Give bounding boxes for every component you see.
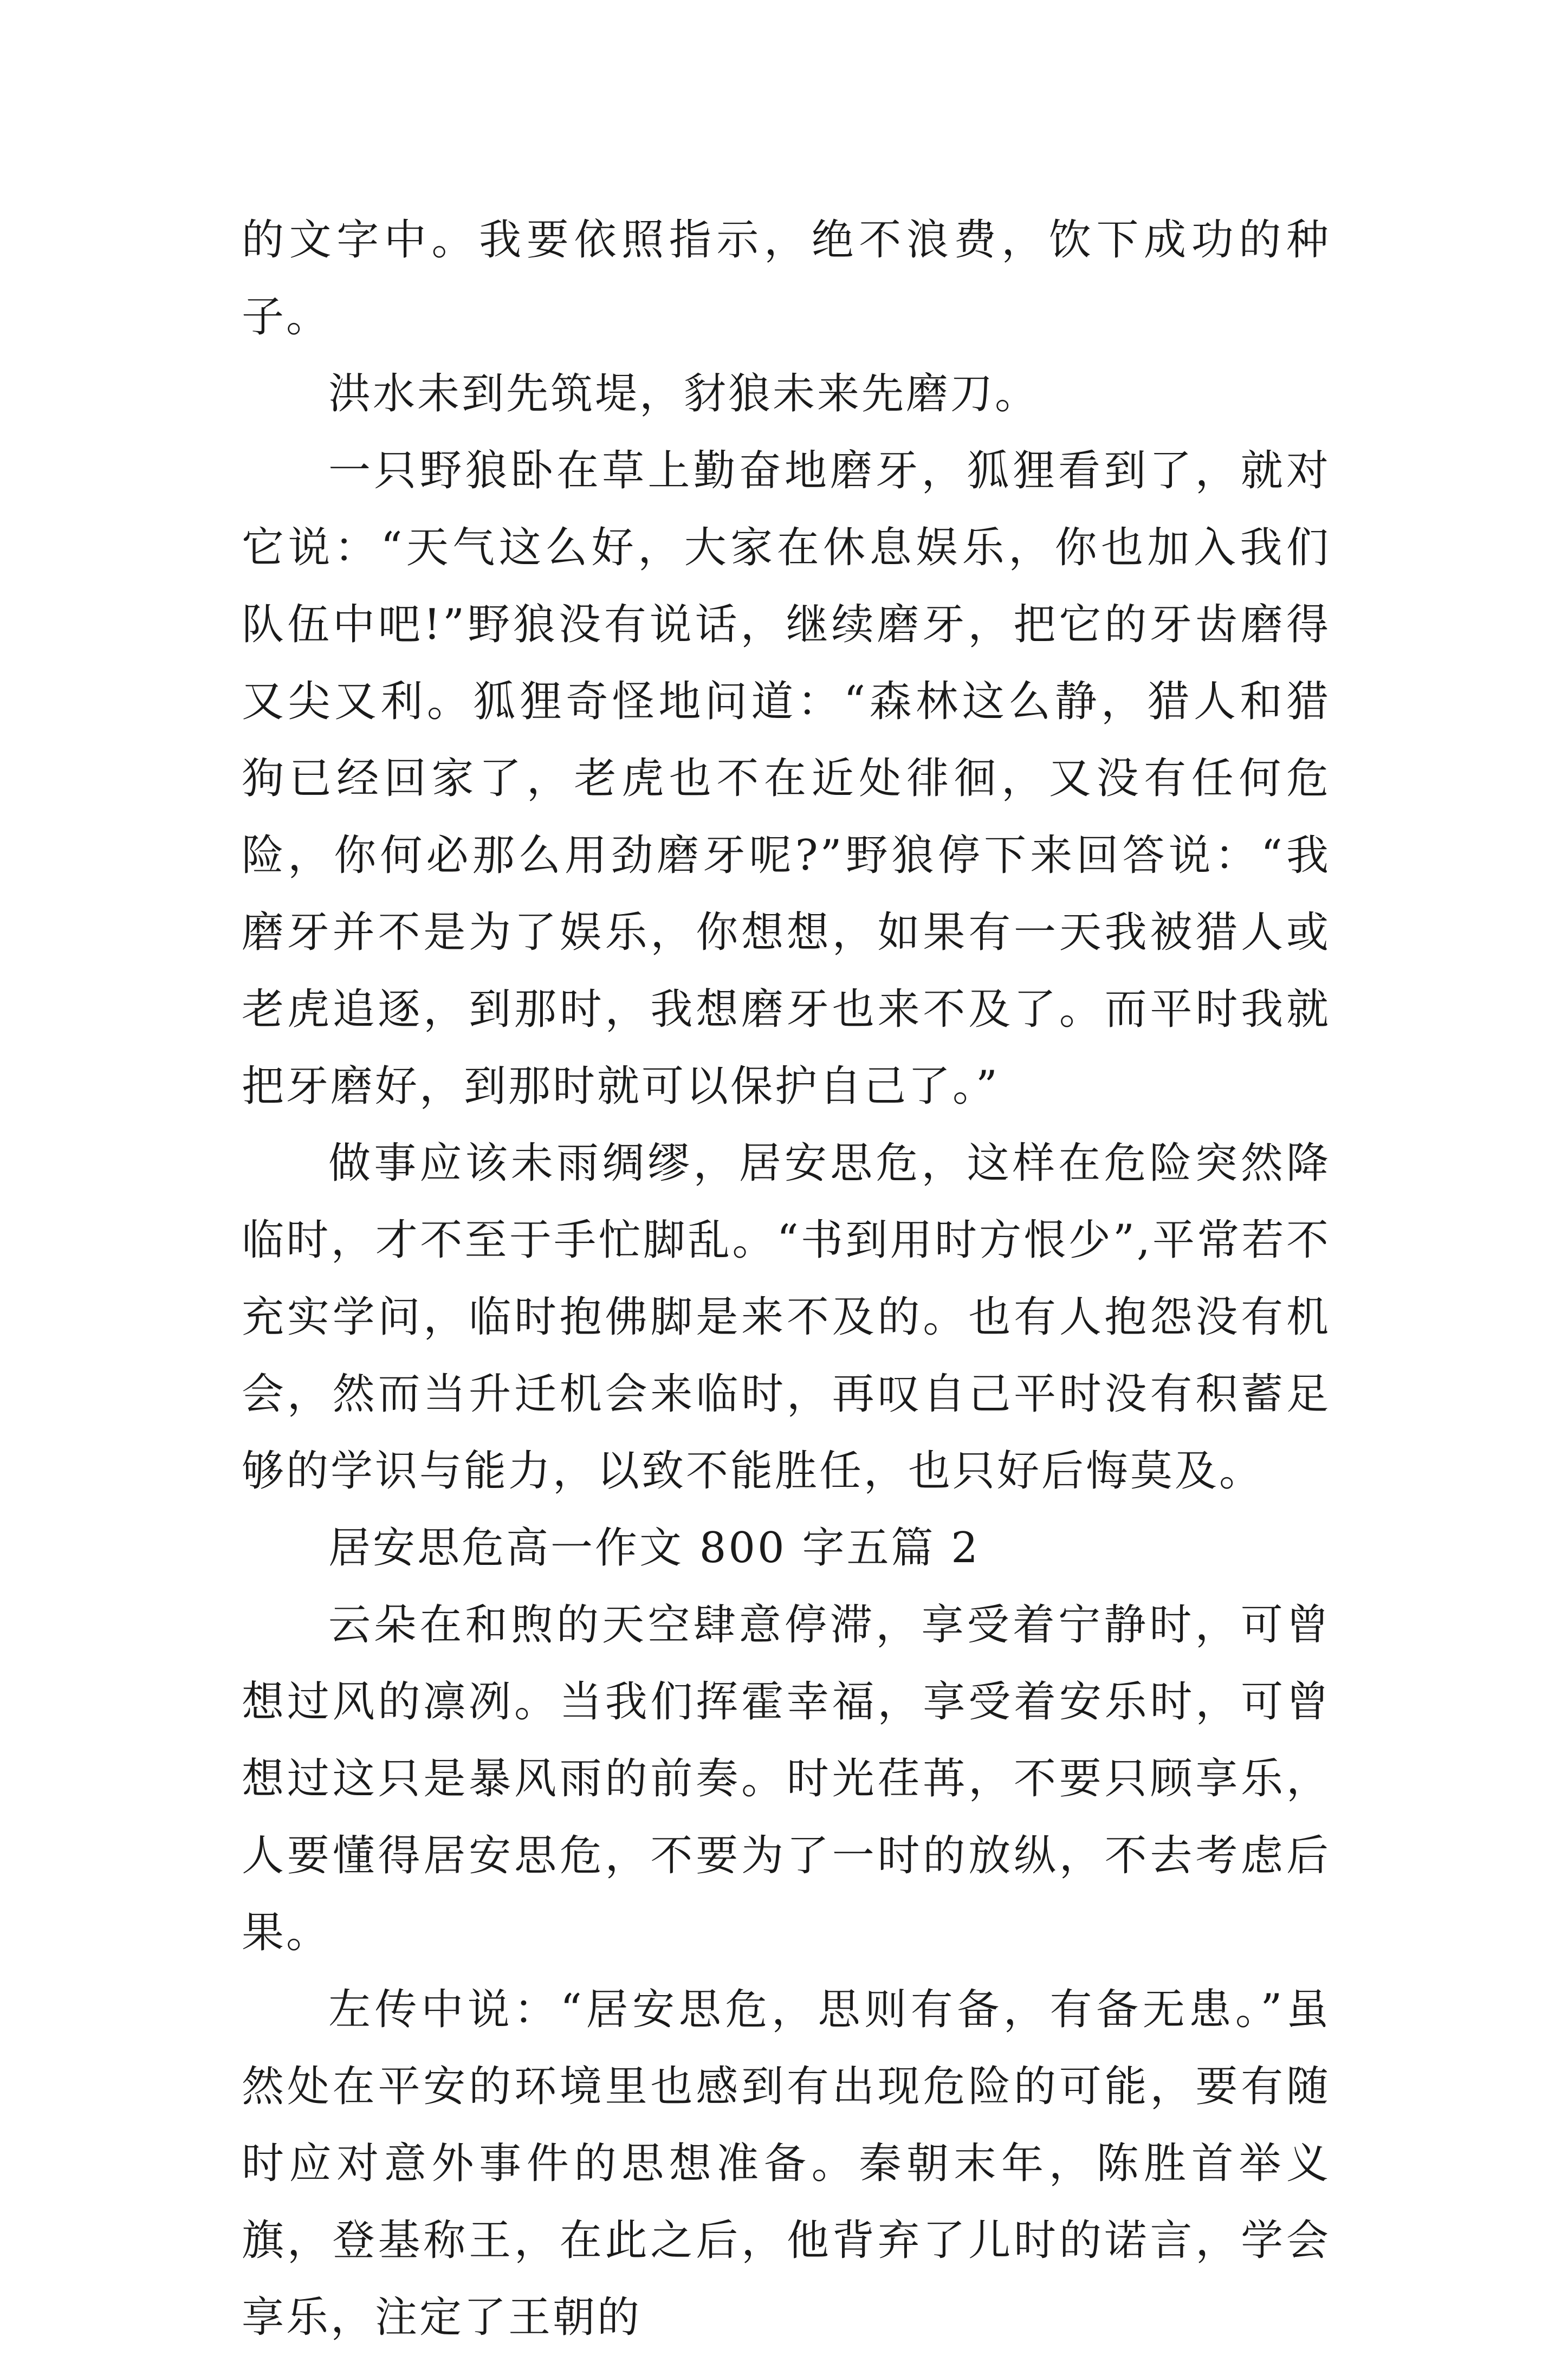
essay-heading: 居安思危高一作文 800 字五篇 2 xyxy=(328,1524,980,1572)
paragraph-proverb: 洪水未到先筑堤，豺狼未来先磨刀。 xyxy=(328,370,1040,418)
paragraph-continuation: 的文字中。我要依照指示，绝不浪费，饮下成功的种子。 xyxy=(242,216,1331,341)
body-text xyxy=(242,202,1331,2356)
paragraph-wolf-story: 一只野狼卧在草上勤奋地磨牙，狐狸看到了，就对它说：“天气这么好，大家在休息娱乐，你也加入我们队伍中吧!”野狼没有说话，继续磨牙，把它的牙齿磨得又尖又利。狐狸奇怪地问道：“森林这么静，猎人和猎狗已经回家了，老虎也不在近处徘徊，又没有任何危险，你何必那么用劲磨牙呢?”野狼停下来回答说：“我磨牙并不是为了娱乐，你想想，如果有一天我被猎人或老虎追逐，到那时，我想磨牙也来不及了。而平时我就把牙磨好，到那时就可以保护自己了。” xyxy=(242,446,1331,1111)
paragraph-lesson: 做事应该未雨绸缪，居安思危，这样在危险突然降临时，才不至于手忙脚乱。“书到用时方恨少”,平常若不充实学问，临时抱佛脚是来不及的。也有人抱怨没有机会，然而当升迁机会来临时，再叹自己平时没有积蓄足够的学识与能力，以致不能胜任，也只好后悔莫及。 xyxy=(242,1139,1331,1496)
paragraph-clouds: 云朵在和煦的天空肆意停滞，享受着宁静时，可曾想过风的凛冽。当我们挥霍幸福，享受着安乐时，可曾想过这只是暴风雨的前奏。时光荏苒，不要只顾享乐，人要懂得居安思危，不要为了一时的放纵，不去考虑后果。 xyxy=(242,1601,1331,1957)
paragraph-zuozhuan: 左传中说：“居安思危，思则有备，有备无患。”虽然处在平安的环境里也感到有出现危险的可能，要有随时应对意外事件的思想准备。秦朝末年，陈胜首举义旗，登基称王，在此之后，他背弃了儿时的诺言，学会享乐，注定了王朝的 xyxy=(242,1985,1331,2342)
